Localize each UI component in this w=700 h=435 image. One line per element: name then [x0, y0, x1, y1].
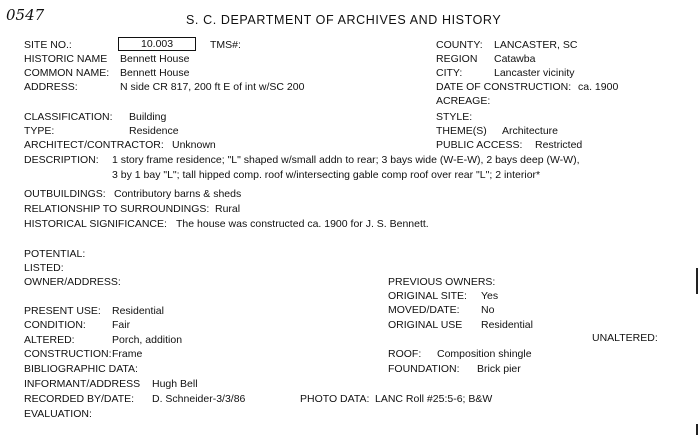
moved-label: MOVED/DATE: — [388, 304, 460, 316]
significance-label: HISTORICAL SIGNIFICANCE: — [24, 218, 167, 230]
address-label: ADDRESS: — [24, 81, 78, 93]
acreage-label: ACREAGE: — [436, 95, 491, 107]
altered-value: Porch, addition — [112, 334, 183, 346]
region-value: Catawba — [494, 53, 536, 65]
unaltered-label: UNALTERED: — [592, 332, 658, 344]
themes-value: Architecture — [502, 125, 559, 137]
original-site-label: ORIGINAL SITE: — [388, 290, 467, 302]
page-title: S. C. DEPARTMENT OF ARCHIVES AND HISTORY — [186, 13, 502, 27]
classification-value: Building — [129, 111, 167, 123]
date-of-construction-value: ca. 1900 — [578, 81, 619, 93]
site-no-label: SITE NO.: — [24, 39, 72, 51]
type-label: TYPE: — [24, 125, 55, 137]
architect-label: ARCHITECT/CONTRACTOR: — [24, 139, 164, 151]
historic-name-label: HISTORIC NAME — [24, 53, 108, 65]
outbuildings-label: OUTBUILDINGS: — [24, 188, 106, 200]
public-access-label: PUBLIC ACCESS: — [436, 139, 523, 151]
site-no-box — [118, 37, 196, 51]
description-label: DESCRIPTION: — [24, 154, 99, 166]
form-number: 0547 — [6, 6, 45, 24]
present-use-value: Residential — [112, 305, 164, 317]
evaluation-label: EVALUATION: — [24, 408, 92, 420]
construction-value: Frame — [112, 348, 143, 360]
owner-label: OWNER/ADDRESS: — [24, 276, 121, 288]
original-use-value: Residential — [481, 319, 533, 331]
description-line-1: 1 story frame residence; "L" shaped w/small addn to rear; 3 bays wide (W-E-W), 2 bays deep (W-W), — [112, 154, 580, 166]
historic-name-value: Bennett House — [120, 53, 190, 65]
roof-label: ROOF: — [388, 348, 422, 360]
architect-value: Unknown — [172, 139, 216, 151]
previous-owners-label: PREVIOUS OWNERS: — [388, 276, 496, 288]
site-no-value: 10.003 — [118, 37, 196, 51]
construction-label: CONSTRUCTION: — [24, 348, 112, 360]
region-label: REGION — [436, 53, 478, 65]
photo-data-label: PHOTO DATA: — [300, 393, 370, 405]
relationship-label: RELATIONSHIP TO SURROUNDINGS: — [24, 203, 210, 215]
photo-data-value: LANC Roll #25:5-6; B&W — [375, 393, 493, 405]
themes-label: THEME(S) — [436, 125, 487, 137]
moved-value: No — [481, 304, 495, 316]
original-site-value: Yes — [481, 290, 499, 302]
county-value: LANCASTER, SC — [494, 39, 578, 51]
scan-edge-mark — [696, 424, 698, 435]
foundation-label: FOUNDATION: — [388, 363, 460, 375]
common-name-label: COMMON NAME: — [24, 67, 110, 79]
significance-value: The house was constructed ca. 1900 for J. S. Bennett. — [176, 218, 429, 230]
condition-value: Fair — [112, 319, 131, 331]
city-label: CITY: — [436, 67, 463, 79]
bibliographic-label: BIBLIOGRAPHIC DATA: — [24, 363, 138, 375]
tms-label: TMS#: — [210, 39, 241, 51]
city-value: Lancaster vicinity — [494, 67, 575, 79]
recorded-value: D. Schneider-3/3/86 — [152, 393, 246, 405]
altered-label: ALTERED: — [24, 334, 75, 346]
foundation-value: Brick pier — [477, 363, 521, 375]
county-label: COUNTY: — [436, 39, 483, 51]
present-use-label: PRESENT USE: — [24, 305, 101, 317]
date-of-construction-label: DATE OF CONSTRUCTION: — [436, 81, 572, 93]
potential-label: POTENTIAL: — [24, 248, 86, 260]
address-value: N side CR 817, 200 ft E of int w/SC 200 — [120, 81, 305, 93]
type-value: Residence — [129, 125, 179, 137]
public-access-value: Restricted — [535, 139, 583, 151]
scan-edge-mark — [696, 268, 698, 294]
style-label: STYLE: — [436, 111, 473, 123]
informant-value: Hugh Bell — [152, 378, 198, 390]
roof-value: Composition shingle — [437, 348, 532, 360]
informant-label: INFORMANT/ADDRESS — [24, 378, 141, 390]
description-line-2: 3 by 1 bay "L"; tall hipped comp. roof w/intersecting gable comp roof over rear "L"; 2 interior* — [112, 169, 541, 181]
recorded-label: RECORDED BY/DATE: — [24, 393, 135, 405]
listed-label: LISTED: — [24, 262, 64, 274]
classification-label: CLASSIFICATION: — [24, 111, 113, 123]
outbuildings-value: Contributory barns & sheds — [114, 188, 242, 200]
common-name-value: Bennett House — [120, 67, 190, 79]
relationship-value: Rural — [215, 203, 241, 215]
condition-label: CONDITION: — [24, 319, 86, 331]
original-use-label: ORIGINAL USE — [388, 319, 463, 331]
